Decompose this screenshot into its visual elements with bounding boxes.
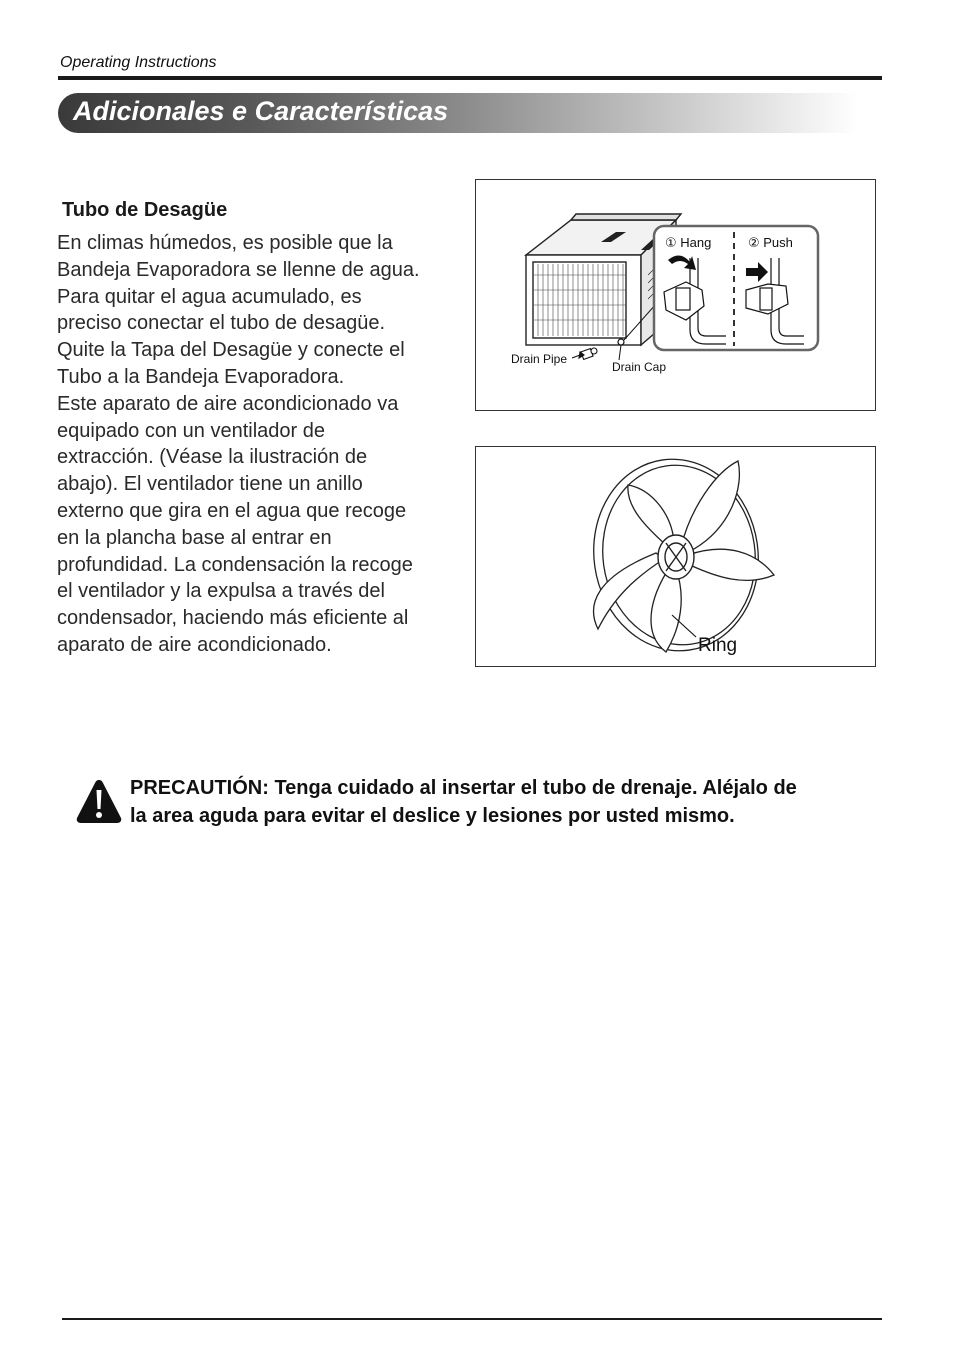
- title-bar: [58, 93, 858, 133]
- body-line: extracción. (Véase la ilustración de: [57, 446, 368, 469]
- body-line: Quite la Tapa del Desagüe y conecte el: [57, 339, 405, 362]
- warning-triangle-icon: [76, 778, 122, 824]
- drain-pipe-label: Drain Pipe: [511, 352, 568, 366]
- body-line: profundidad. La condensación la recoge: [57, 553, 413, 576]
- body-line: abajo). El ventilador tiene un anillo: [57, 473, 363, 496]
- body-line: externo que gira en el agua que recoge: [57, 499, 407, 522]
- page-title: Adicionales e Características: [73, 96, 449, 126]
- body-line: preciso conectar el tubo de desagüe.: [57, 312, 385, 335]
- drain-cap-label: Drain Cap: [612, 360, 667, 374]
- footer-rule: [62, 1318, 882, 1320]
- section-heading: Tubo de Desagüe: [62, 199, 228, 221]
- caution-notice: [76, 774, 886, 834]
- body-line: Este aparato de aire acondicionado va: [57, 392, 399, 415]
- body-paragraph: [57, 230, 467, 659]
- body-line: En climas húmedos, es posible que la: [57, 232, 393, 254]
- hang-step-label: ① Hang: [665, 235, 712, 250]
- caution-text: [130, 774, 890, 830]
- header-rule: [58, 76, 882, 80]
- drain-pipe: [572, 348, 597, 359]
- fan-figure: [475, 446, 876, 667]
- push-step-label: ② Push: [748, 235, 793, 250]
- drain-pipe-figure: [475, 179, 876, 411]
- caution-line: PRECAUTIÓN: Tenga cuidado al insertar el tubo de drenaje. Aléjalo de: [130, 777, 797, 799]
- fan-illustration: [476, 447, 875, 666]
- drain-pipe-illustration: [476, 180, 875, 410]
- body-line: aparato de aire acondicionado.: [57, 633, 332, 656]
- body-line: equipado con un ventilador de: [57, 419, 325, 442]
- body-line: en la plancha base al entrar en: [57, 526, 332, 549]
- body-line: condensador, haciendo más eficiente al: [57, 607, 409, 630]
- page-header-label: Operating Instructions: [60, 54, 217, 71]
- body-line: el ventilador y la expulsa a través del: [57, 580, 385, 603]
- body-line: Tubo a la Bandeja Evaporadora.: [57, 365, 345, 388]
- drain-cap: [618, 339, 624, 345]
- fan-hub: [658, 535, 694, 579]
- body-line: Para quitar el agua acumulado, es: [57, 285, 362, 308]
- body-line: Bandeja Evaporadora se llenne de agua.: [57, 258, 420, 281]
- caution-line: la area aguda para evitar el deslice y lesiones por usted mismo.: [130, 805, 735, 827]
- ring-label: Ring: [698, 635, 738, 656]
